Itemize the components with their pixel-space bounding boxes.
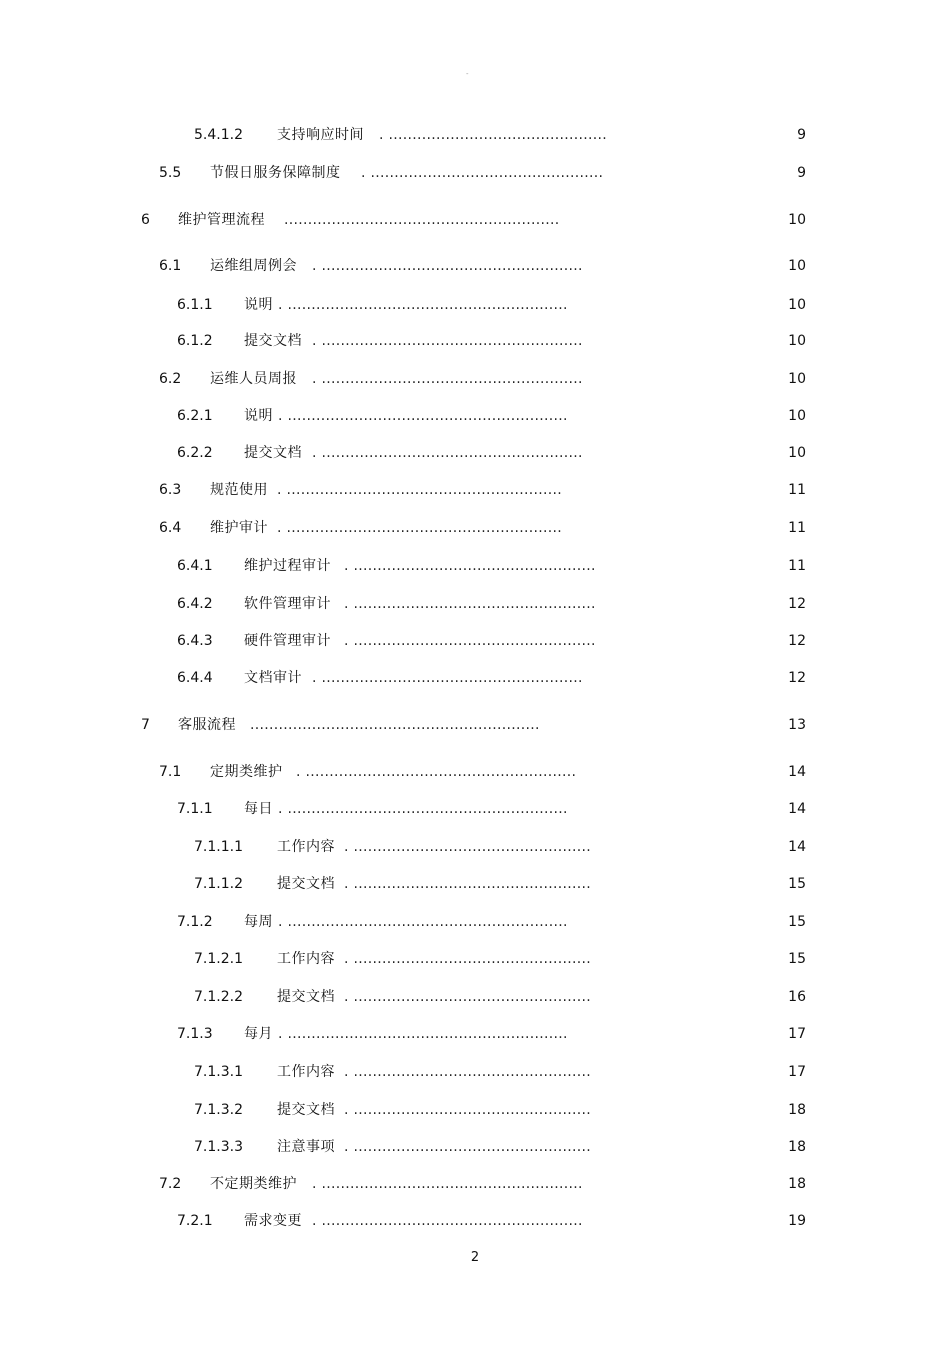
toc-dot-leader: . ........................................................... (278, 801, 568, 817)
toc-dot-leader: . ........................................................... (278, 408, 568, 424)
toc-entry-number: 7.1.3 (177, 1026, 213, 1042)
toc-dot-leader: . ................................................... (344, 596, 596, 612)
toc-entry-title: 运维组周例会 (210, 258, 297, 274)
toc-entry-title: 维护审计 (210, 520, 268, 536)
toc-dot-leader: . .................................................. (344, 839, 592, 855)
page-footer-number: 2 (470, 1250, 480, 1265)
toc-page-number: 10 (788, 297, 806, 313)
toc-entry-title: 规范使用 (210, 482, 268, 498)
toc-entry-number: 7.1.3.3 (194, 1139, 243, 1155)
toc-entry-number: 7.1.2.2 (194, 989, 243, 1005)
toc-entry-title: 每周 (244, 914, 273, 930)
toc-entry-number: 6.1.2 (177, 333, 213, 349)
toc-entry-title: 定期类维护 (210, 764, 283, 780)
toc-entry-number: 7.1.1 (177, 801, 213, 817)
toc-entry-number: 5.4.1.2 (194, 127, 243, 143)
toc-entry-number: 7.1.2.1 (194, 951, 243, 967)
toc-dot-leader: . ....................................................... (312, 445, 583, 461)
toc-dot-leader: . ........................................................... (278, 1026, 568, 1042)
toc-page-number: 11 (788, 520, 806, 536)
toc-dot-leader: . ....................................................... (312, 1176, 583, 1192)
toc-entry-title: 注意事项 (277, 1139, 335, 1155)
toc-dot-leader: . .............................................. (379, 127, 608, 143)
toc-page-number: 15 (788, 951, 806, 967)
toc-dot-leader: . ........................................................... (278, 914, 568, 930)
toc-dot-leader: . .......................................................... (277, 520, 563, 536)
toc-page-number: 18 (788, 1139, 806, 1155)
toc-entry-number: 6.2.2 (177, 445, 213, 461)
toc-page-number: 12 (788, 670, 806, 686)
toc-dot-leader: . .................................................. (344, 1102, 592, 1118)
toc-entry-title: 工作内容 (277, 839, 335, 855)
toc-dot-leader: . .................................................. (344, 876, 592, 892)
toc-dot-leader: .......................................................... (284, 212, 560, 228)
toc-page-number: 10 (788, 371, 806, 387)
toc-entry-title: 需求变更 (244, 1213, 302, 1229)
toc-dot-leader: ............................................................. (250, 717, 540, 733)
toc-dot-leader: . .......................................................... (277, 482, 563, 498)
toc-page-number: 14 (788, 764, 806, 780)
toc-page-number: 17 (788, 1064, 806, 1080)
toc-entry-title: 硬件管理审计 (244, 633, 331, 649)
toc-entry-title: 每月 (244, 1026, 273, 1042)
toc-page-number: 12 (788, 633, 806, 649)
toc-entry-title: 提交文档 (244, 445, 302, 461)
toc-entry-title: 客服流程 (178, 717, 236, 733)
toc-dot-leader: . ........................................................... (278, 297, 568, 313)
toc-entry-number: 6.3 (159, 482, 182, 498)
toc-page-number: 19 (788, 1213, 806, 1229)
toc-page-number: 10 (788, 258, 806, 274)
toc-entry-number: 6.4.2 (177, 596, 213, 612)
toc-entry-number: 7.1.1.1 (194, 839, 243, 855)
toc-entry-number: 7 (141, 717, 150, 733)
toc-entry-title: 不定期类维护 (210, 1176, 297, 1192)
toc-page-number: 13 (788, 717, 806, 733)
toc-page-number: 9 (797, 127, 806, 143)
toc-entry-number: 7.1.2 (177, 914, 213, 930)
toc-dot-leader: . ......................................................... (296, 764, 577, 780)
toc-page-number: 12 (788, 596, 806, 612)
toc-page-number: 15 (788, 914, 806, 930)
toc-entry-number: 6.1.1 (177, 297, 213, 313)
toc-dot-leader: . ....................................................... (312, 1213, 583, 1229)
toc-entry-number: 7.1.1.2 (194, 876, 243, 892)
toc-entry-number: 6.4.1 (177, 558, 213, 574)
toc-entry-number: 7.1 (159, 764, 182, 780)
toc-page-number: 18 (788, 1102, 806, 1118)
toc-dot-leader: . ................................................. (361, 165, 604, 181)
toc-entry-number: 6 (141, 212, 150, 228)
toc-entry-title: 工作内容 (277, 1064, 335, 1080)
toc-page-number: 14 (788, 801, 806, 817)
toc-entry-title: 支持响应时间 (277, 127, 364, 143)
toc-dot-leader: . ................................................... (344, 558, 596, 574)
toc-entry-number: 6.1 (159, 258, 182, 274)
toc-entry-number: 7.1.3.1 (194, 1064, 243, 1080)
toc-page-number: 10 (788, 333, 806, 349)
toc-entry-number: 7.1.3.2 (194, 1102, 243, 1118)
toc-dot-leader: . ....................................................... (312, 258, 583, 274)
toc-dot-leader: . .................................................. (344, 989, 592, 1005)
toc-entry-title: 说明 (244, 297, 273, 313)
toc-page-number: 10 (788, 212, 806, 228)
toc-dot-leader: . ....................................................... (312, 670, 583, 686)
toc-entry-title: 提交文档 (244, 333, 302, 349)
toc-entry-number: 6.2 (159, 371, 182, 387)
toc-page-number: 15 (788, 876, 806, 892)
toc-dot-leader: . ................................................... (344, 633, 596, 649)
toc-entry-title: 工作内容 (277, 951, 335, 967)
toc-dot-leader: . ....................................................... (312, 371, 583, 387)
toc-page-number: 18 (788, 1176, 806, 1192)
toc-entry-number: 6.2.1 (177, 408, 213, 424)
toc-entry-title: 维护过程审计 (244, 558, 331, 574)
toc-page-number: 10 (788, 408, 806, 424)
toc-entry-title: 运维人员周报 (210, 371, 297, 387)
toc-page-number: 11 (788, 558, 806, 574)
toc-entry-title: 提交文档 (277, 1102, 335, 1118)
toc-entry-number: 6.4.4 (177, 670, 213, 686)
toc-entry-title: 软件管理审计 (244, 596, 331, 612)
toc-page-number: 9 (797, 165, 806, 181)
toc-dot-leader: . ....................................................... (312, 333, 583, 349)
toc-page-number: 16 (788, 989, 806, 1005)
toc-entry-title: 维护管理流程 (178, 212, 265, 228)
toc-entry-number: 7.2 (159, 1176, 182, 1192)
toc-entry-number: 6.4 (159, 520, 182, 536)
toc-entry-title: 提交文档 (277, 989, 335, 1005)
toc-dot-leader: . .................................................. (344, 1139, 592, 1155)
toc-entry-title: 节假日服务保障制度 (210, 165, 341, 181)
toc-page-number: 10 (788, 445, 806, 461)
header-mark: - (466, 70, 469, 78)
toc-entry-number: 7.2.1 (177, 1213, 213, 1229)
toc-dot-leader: . .................................................. (344, 951, 592, 967)
toc-entry-number: 6.4.3 (177, 633, 213, 649)
toc-page-number: 11 (788, 482, 806, 498)
toc-entry-number: 5.5 (159, 165, 182, 181)
toc-entry-title: 说明 (244, 408, 273, 424)
toc-entry-title: 每日 (244, 801, 273, 817)
toc-dot-leader: . .................................................. (344, 1064, 592, 1080)
toc-entry-title: 提交文档 (277, 876, 335, 892)
toc-page-number: 17 (788, 1026, 806, 1042)
toc-page-number: 14 (788, 839, 806, 855)
toc-entry-title: 文档审计 (244, 670, 302, 686)
